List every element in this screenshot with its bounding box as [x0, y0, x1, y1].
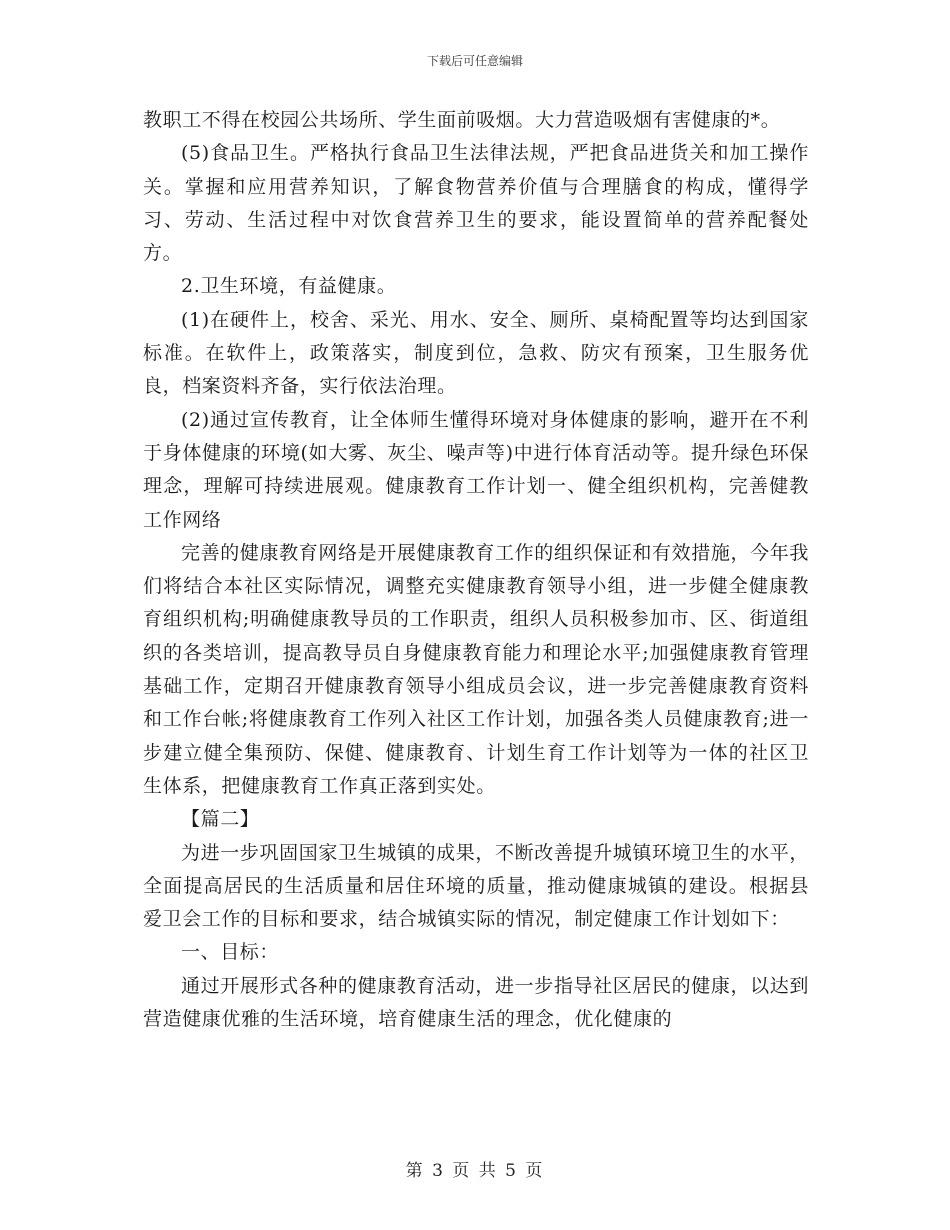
- paragraph: (5)食品卫生。严格执行食品卫生法律法规，严把食品进货关和加工操作关。掌握和应用营养知识，了解食物营养价值与合理膳食的构成，懂得学习、劳动、生活过程中对饮食营养卫生的要求，能设置简单的营养配餐处方。: [143, 142, 809, 265]
- paragraph: 通过开展形式各种的健康教育活动，进一步指导社区居民的健康，以达到营造健康优雅的生活环境，培育健康生活的理念，优化健康的: [143, 974, 809, 1031]
- paragraph: 教职工不得在校园公共场所、学生面前吸烟。大力营造吸烟有害健康的*。: [143, 109, 781, 131]
- section-heading: 【篇二】: [181, 808, 260, 831]
- paragraph: 完善的健康教育网络是开展健康教育工作的组织保证和有效措施，今年我们将结合本社区实际情况，调整充实健康教育领导小组，进一步健全健康教育组织机构;明确健康教导员的工作职责，组织人员积极参加市、区、街道组织的各类培训，提高教导员自身健康教育能力和理论水平;加强健康教育管理基础工作，定期召开健康教育领导小组成员会议，进一步完善健康教育资料和工作台帐;将健康教育工作列入社区工作计划，加强各类人员健康教育;进一步建立健全集预防、保健、健康教育、计划生育工作计划等为一体的社区卫生体系，把健康教育工作真正落到实处。: [143, 541, 809, 797]
- paragraph: (2)通过宣传教育，让全体师生懂得环境对身体健康的影响，避开在不利于身体健康的环境(如大雾、灰尘、噪声等)中进行体育活动等。提升绿色环保理念，理解可持续进展观。健康教育工作计划一、健全组织机构，完善健教工作网络: [143, 408, 809, 531]
- page-footer: 第 3 页 共 5 页: [405, 1161, 545, 1181]
- section-heading: 2.卫生环境，有益健康。: [181, 275, 397, 298]
- paragraph: (1)在硬件上，校舍、采光、用水、安全、厕所、桌椅配置等均达到国家标准。在软件上，政策落实，制度到位，急救、防灾有预案，卫生服务优良，档案资料齐备，实行依法治理。: [143, 308, 809, 398]
- section-heading: 一、目标：: [181, 941, 280, 964]
- paragraph: 为进一步巩固国家卫生城镇的成果，不断改善提升城镇环境卫生的水平，全面提高居民的生活质量和居住环境的质量，推动健康城镇的建设。根据县爱卫会工作的目标和要求，结合城镇实际的情况，制定健康工作计划如下：: [143, 841, 809, 931]
- page-header: 下载后可任意编辑: [426, 54, 523, 68]
- document-body: [143, 104, 809, 1036]
